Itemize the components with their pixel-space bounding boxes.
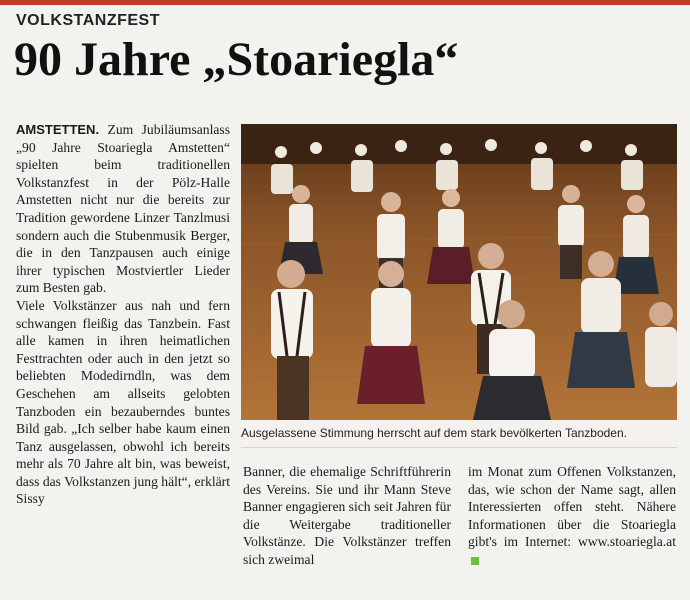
article-headline: 90 Jahre „Stoariegla“ (14, 33, 459, 86)
article-paragraph-2: Viele Volkstänzer aus nah und fern schwangen fleißig das Tanzbein. Fast alle kamen in ihren heimatlichen Festtrachten oder auch in den jetzt so beliebten Modedirndln, was dem Geschehen am allseits gelobten Tanzboden ein bezauberndes buntes Bild gab. „Ich selber habe kaum einen Tanz ausgelassen, obwohl ich bereits mehr als 70 Jahre alt bin, was beweist, dass das Volkstanzen jung hält“, erklärt Sissy (16, 297, 230, 507)
article-column-3-text (468, 463, 676, 569)
caption-divider (241, 447, 677, 448)
photo-caption: Ausgelassene Stimmung herrscht auf dem stark bevölkerten Tanzboden. (241, 426, 627, 440)
website-link[interactable]: www.stoariegla.at (577, 534, 676, 550)
dance-photo-illustration (241, 124, 677, 420)
article-column-1 (16, 121, 230, 508)
article-column-2-text: Banner, die ehemalige Schriftführerin des Vereins. Sie und ihr Mann Steve Banner engagieren sich seit Jahren für die Weitergabe traditioneller Volkstänze. Die Volkstänzer treffen sich zweimal (243, 464, 451, 567)
article-paragraph-1 (16, 121, 230, 297)
article-column-3 (468, 463, 676, 569)
article-kicker: VOLKSTANZFEST (16, 12, 160, 29)
article-dateline: AMSTETTEN. (16, 122, 100, 137)
article-end-mark (471, 557, 479, 565)
top-accent-bar (0, 0, 690, 5)
article-column-3-body: im Monat zum Offenen Volkstanzen, das, wie schon der Name sagt, allen Interessierten offen steht. Nähere Informationen über die Stoariegla gibt's im Internet: (468, 464, 676, 550)
article-paragraph-1-text: Zum Jubiläumsanlass „90 Jahre Stoariegla Amstetten“ spielten beim traditionellen Volkstanzfest in der Pölz-Halle Amstetten nicht nur die bereits zur Tradition gewordene Linzer Tanzlmusi sondern auch die Stubenmusik Berger, die in den Tanzpausen auch einige ihrer typischen Mostviertler Lieder zum Besten gab. (16, 122, 230, 296)
article-column-2 (243, 463, 451, 569)
dance-photo (241, 124, 677, 420)
